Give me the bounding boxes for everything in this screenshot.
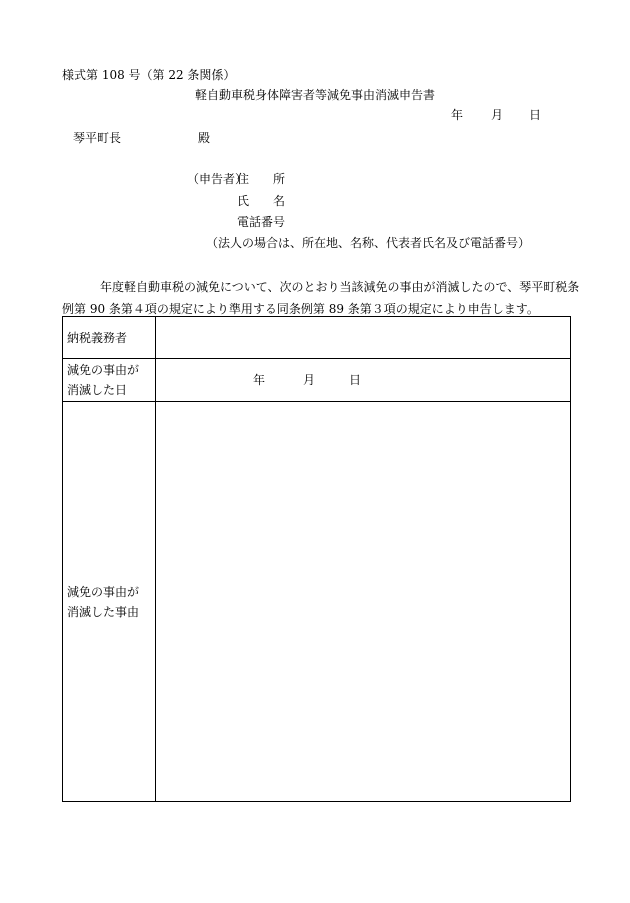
addressee-name: 琴平町長: [73, 131, 122, 145]
form-number: 様式第 108 号（第 22 条関係）: [62, 68, 236, 82]
extinction-date-day: 日: [349, 373, 362, 387]
document-title: 軽自動車税身体障害者等減免事由消滅申告書: [195, 88, 436, 102]
taxpayer-label-cell: [63, 317, 156, 358]
extinction-reason-value-cell[interactable]: [156, 402, 570, 801]
extinction-date-row: [63, 359, 570, 402]
declaration-text: 年度軽自動車税の減免について、次のとおり当該減免の事由が消滅したので、琴平町税条例第 90 条第４項の規定により準用する同条例第 89 条第３項の規定により申告します。: [62, 280, 580, 316]
extinction-reason-label: 減免の事由が消滅した事由: [67, 584, 140, 619]
extinction-reason-row: [63, 402, 570, 801]
extinction-date-label: 減免の事由が消滅した日: [67, 363, 140, 397]
taxpayer-label: 納税義務者: [67, 330, 128, 345]
taxpayer-row: [63, 317, 570, 359]
extinction-date-year: 年: [253, 373, 266, 387]
taxpayer-value-cell[interactable]: [156, 317, 570, 358]
date-year: 年: [451, 108, 464, 122]
submission-date: [451, 108, 541, 122]
extinction-reason-label-cell: [63, 402, 156, 801]
applicant-label: （申告者）: [187, 172, 248, 186]
declaration-table: [62, 316, 571, 802]
extinction-date-value-cell[interactable]: [156, 359, 570, 401]
extinction-date-fields: [253, 373, 361, 387]
extinction-date-label-cell: [63, 359, 156, 401]
addressee-honorific: 殿: [198, 131, 211, 145]
corporate-note: （法人の場合は、所在地、名称、代表者氏名及び電話番号）: [206, 236, 531, 250]
phone-label: 電話番号: [237, 215, 286, 229]
name-label: 氏 名: [237, 194, 286, 208]
extinction-date-month: 月: [303, 373, 316, 387]
date-month: 月: [491, 108, 504, 122]
address-label: 住 所: [237, 172, 286, 186]
date-day: 日: [529, 108, 542, 122]
